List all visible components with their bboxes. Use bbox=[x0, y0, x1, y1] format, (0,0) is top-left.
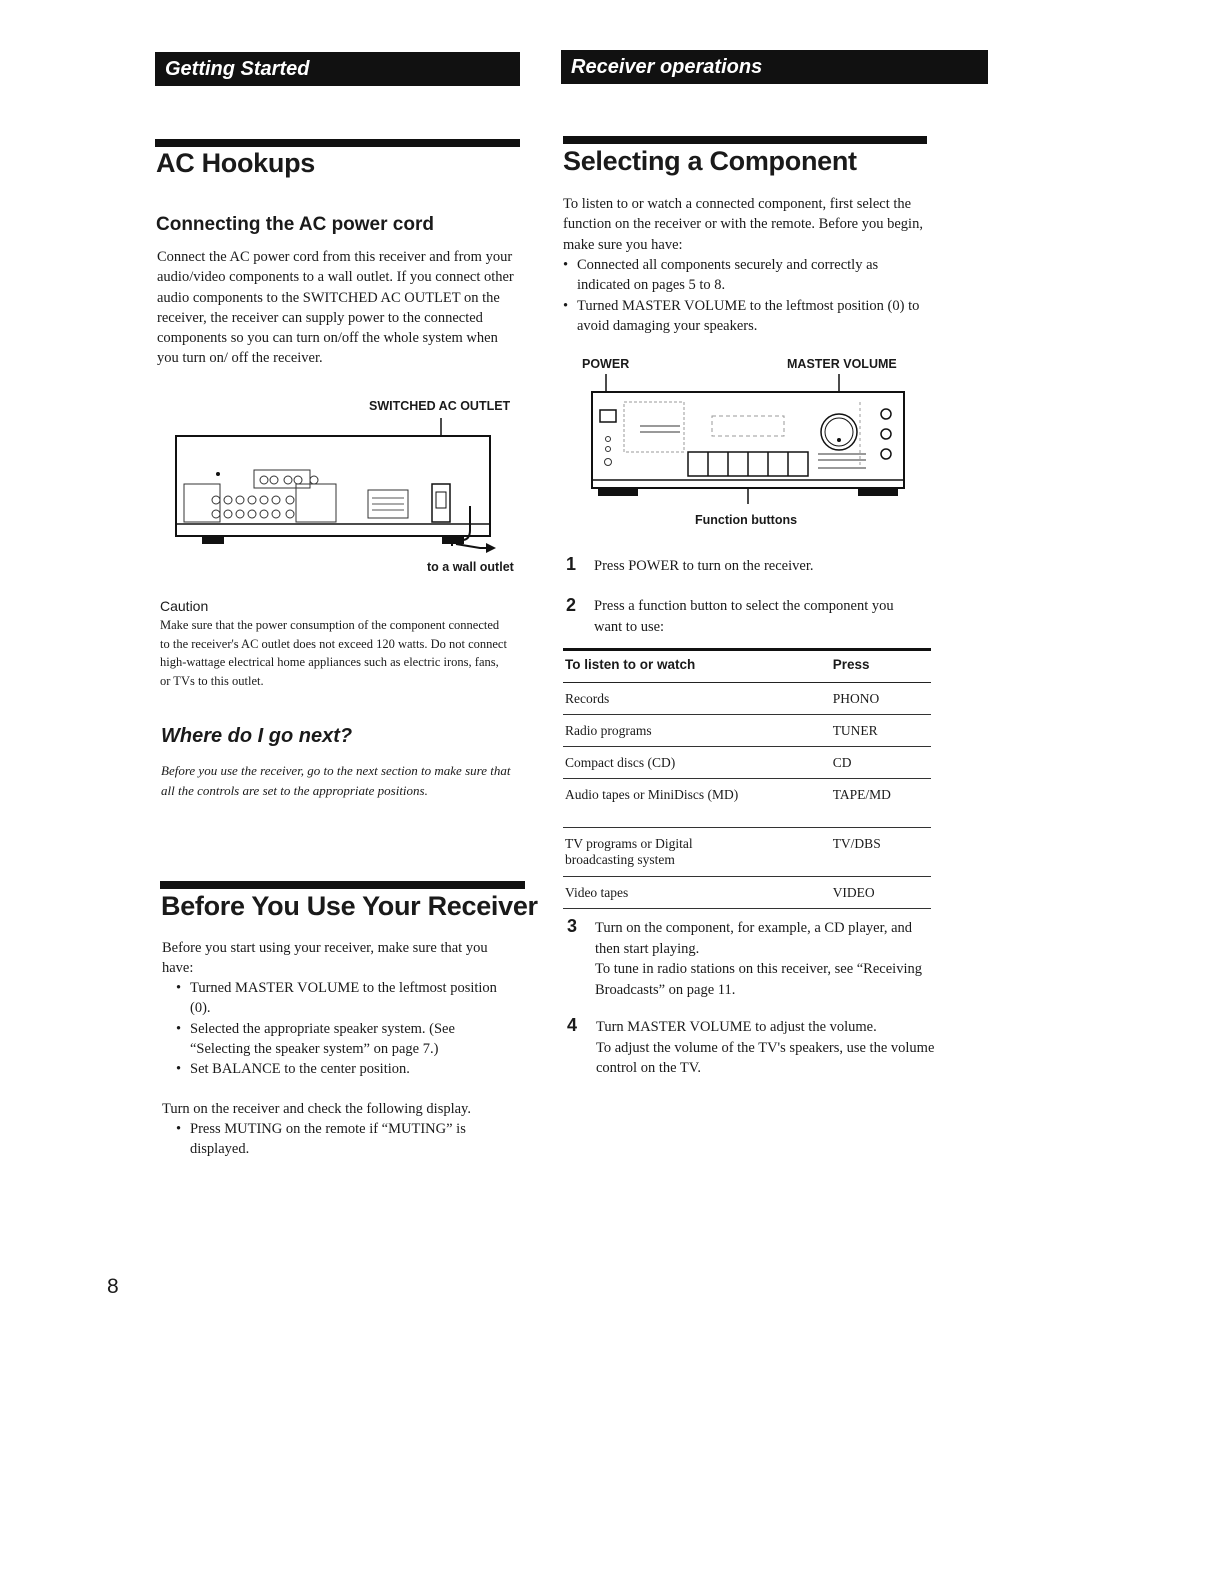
table-row bbox=[563, 828, 931, 877]
where-next-text: Before you use the receiver, go to the next section to make sure that all the controls are set to the appropriate positions. bbox=[161, 763, 511, 798]
subheading-connecting-ac-cord: Connecting the AC power cord bbox=[156, 214, 434, 235]
step-1-text: Press POWER to turn on the receiver. bbox=[594, 558, 814, 574]
step-1-number: 1 bbox=[566, 554, 577, 574]
ac-hookups-body: Connect the AC power cord from this receiver and from your audio/video components to a wall outlet. If you connect other audio components to the SWITCHED AC OUTLET on the receiver, the receiver can supply power to the connected components so you can turn on/off the whole system when you turn on/ off the receiver. bbox=[157, 249, 514, 367]
table-cell-source: Audio tapes or MiniDiscs (MD) bbox=[563, 779, 833, 828]
table-cell-button: TUNER bbox=[833, 715, 931, 747]
before-check-bullet-1: • Press MUTING on the remote if “MUTING” is displayed. bbox=[176, 1119, 501, 1160]
table-cell-button: CD bbox=[833, 747, 931, 779]
table-row bbox=[563, 683, 931, 715]
before-check: Turn on the receiver and check the following display. bbox=[162, 1101, 471, 1117]
page-number: 8 bbox=[107, 1275, 119, 1298]
receiver-front-panel-diagram bbox=[588, 372, 918, 504]
heading-where-next: Where do I go next? bbox=[161, 725, 353, 747]
table-cell-source: Records bbox=[563, 683, 833, 715]
table-row bbox=[563, 877, 931, 909]
section-header-getting-started: Getting Started bbox=[155, 52, 520, 86]
step-4-main: Turn MASTER VOLUME to adjust the volume. bbox=[596, 1019, 877, 1035]
step-3-main: Turn on the component, for example, a CD player, and then start playing. bbox=[595, 920, 913, 957]
receiver-rear-panel-diagram bbox=[170, 418, 510, 566]
step-2-number: 2 bbox=[566, 595, 577, 615]
table-cell-button: TV/DBS bbox=[833, 828, 931, 877]
heading-selecting-component: Selecting a Component bbox=[563, 146, 857, 176]
before-intro: Before you start using your receiver, make sure that you have: bbox=[162, 940, 488, 977]
selecting-bullets bbox=[563, 255, 923, 336]
step-3-note: To tune in radio stations on this receiver, see “Receiving Broadcasts” on page 11. bbox=[595, 961, 922, 998]
rule-selecting-component bbox=[563, 136, 927, 144]
step-3-number: 3 bbox=[567, 916, 578, 936]
heading-ac-hookups: AC Hookups bbox=[156, 148, 316, 178]
step-4-text bbox=[596, 1017, 941, 1079]
function-table bbox=[563, 651, 931, 909]
step-3-text bbox=[595, 918, 940, 1000]
selecting-bullet-2: • Turned MASTER VOLUME to the leftmost position (0) to avoid damaging your speakers. bbox=[563, 296, 923, 337]
table-cell-source: TV programs or Digital broadcasting system bbox=[563, 828, 833, 877]
table-cell-button: PHONO bbox=[833, 683, 931, 715]
before-bullet-1: • Turned MASTER VOLUME to the leftmost position (0). bbox=[176, 978, 501, 1019]
step-4-note: To adjust the volume of the TV's speakers, use the volume control on the TV. bbox=[596, 1039, 935, 1076]
label-power: POWER bbox=[582, 357, 630, 371]
before-bullet-3: • Set BALANCE to the center position. bbox=[176, 1059, 501, 1079]
caution-title: Caution bbox=[160, 598, 209, 614]
label-switched-ac-outlet: SWITCHED AC OUTLET bbox=[369, 399, 511, 413]
table-header-listen: To listen to or watch bbox=[563, 651, 833, 683]
selecting-intro: To listen to or watch a connected component, first select the function on the receiver or with the remote. Before you begin, make sure you have: bbox=[563, 196, 923, 253]
table-header-press: Press bbox=[833, 651, 931, 683]
rule-before-you-use bbox=[160, 881, 525, 889]
selecting-bullet-1: • Connected all components securely and correctly as indicated on pages 5 to 8. bbox=[563, 255, 923, 296]
before-bullet-2: • Selected the appropriate speaker system. (See “Selecting the speaker system” on page 7.) bbox=[176, 1019, 501, 1060]
label-to-wall-outlet: to a wall outlet bbox=[427, 560, 514, 574]
section-header-receiver-operations: Receiver operations bbox=[561, 50, 988, 84]
before-bullets bbox=[176, 978, 501, 1079]
table-cell-source: Video tapes bbox=[563, 877, 833, 909]
step-2-text: Press a function button to select the component you want to use: bbox=[594, 598, 894, 635]
label-master-volume: MASTER VOLUME bbox=[787, 357, 897, 371]
table-row bbox=[563, 747, 931, 779]
caution-text: Make sure that the power consumption of the component connected to the receiver's AC outlet does not exceed 120 watts. Do not connect high-wattage electrical home appliances such as electric irons, fans, or TVs to this outlet. bbox=[160, 618, 507, 688]
rule-ac-hookups bbox=[155, 139, 520, 147]
table-row bbox=[563, 779, 931, 828]
table-row bbox=[563, 715, 931, 747]
heading-before-you-use: Before You Use Your Receiver bbox=[161, 891, 538, 921]
table-cell-source: Compact discs (CD) bbox=[563, 747, 833, 779]
table-cell-button: VIDEO bbox=[833, 877, 931, 909]
table-cell-source: Radio programs bbox=[563, 715, 833, 747]
before-check-bullets bbox=[176, 1119, 501, 1160]
table-cell-button: TAPE/MD bbox=[833, 779, 931, 828]
step-4-number: 4 bbox=[567, 1015, 578, 1035]
label-function-buttons: Function buttons bbox=[695, 513, 798, 527]
